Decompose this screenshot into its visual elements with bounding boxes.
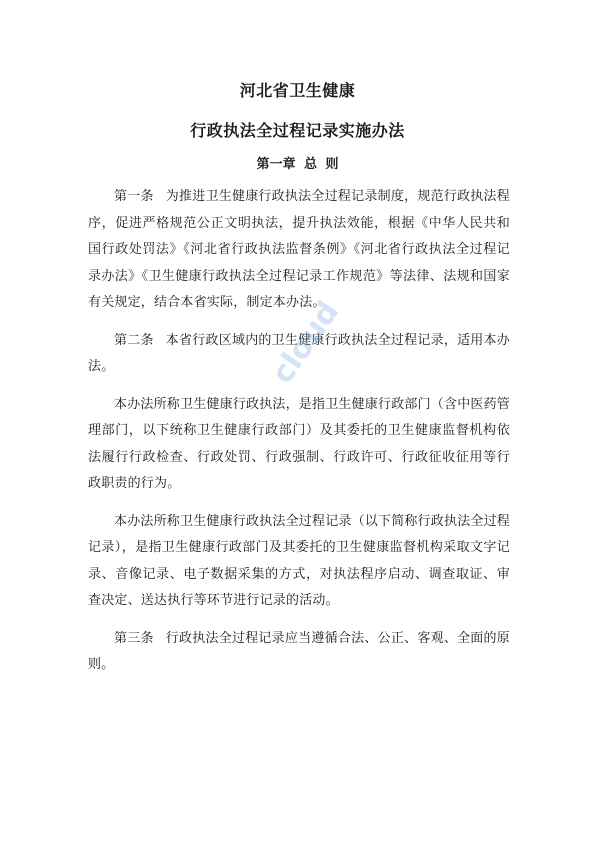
paragraph-text: 本省行政区域内的卫生健康行政执法全过程记录，适用本办法。 xyxy=(88,332,510,374)
article-number: 第三条 xyxy=(114,630,154,646)
paragraph-text: 本办法所称卫生健康行政执法全过程记录（以下简称行政执法全过程记录），是指卫生健康行政部门及其委托的卫生健康监督机构采取文字记录、音像记录、电子数据采集的方式，对执法程序启动、调查取证、审查决定、送达执行等环节进行记录的活动。 xyxy=(88,513,511,608)
article-number: 第二条 xyxy=(114,332,154,348)
article-number: 第一条 xyxy=(114,189,154,204)
paragraph xyxy=(88,392,510,498)
title-line-2: 行政执法全过程记录实施办法 xyxy=(190,121,405,140)
paragraph-text: 本办法所称卫生健康行政执法，是指卫生健康行政部门（含中医药管理部门，以下统称卫生健康行政部门）及其委托的卫生健康监督机构依法履行行政检查、行政处罚、行政强制、行政许可、行政征收征用等行政职责的行为。 xyxy=(88,396,511,491)
paragraph xyxy=(88,626,510,679)
chapter-heading: 第一章 总 则 xyxy=(256,157,339,172)
paragraph-text: 行政执法全过程记录应当遵循合法、公正、客观、全面的原则。 xyxy=(88,630,510,672)
watermark: cloud xyxy=(265,295,347,391)
paragraph xyxy=(88,184,510,317)
document-body xyxy=(88,184,510,690)
paragraph xyxy=(88,509,510,615)
title-line-1: 河北省卫生健康 xyxy=(239,81,356,100)
paragraph-text: 为推进卫生健康行政执法全过程记录制度，规范行政执法程序，促进严格规范公正文明执法，提升执法效能，根据《中华人民共和国行政处罚法》《河北省行政执法监督条例》《河北省行政执法全过程记录办法》《卫生健康行政执法全过程记录工作规范》等法律、法规和国家有关规定，结合本省实际，制定本办法。 xyxy=(88,189,510,310)
paragraph xyxy=(88,328,510,381)
